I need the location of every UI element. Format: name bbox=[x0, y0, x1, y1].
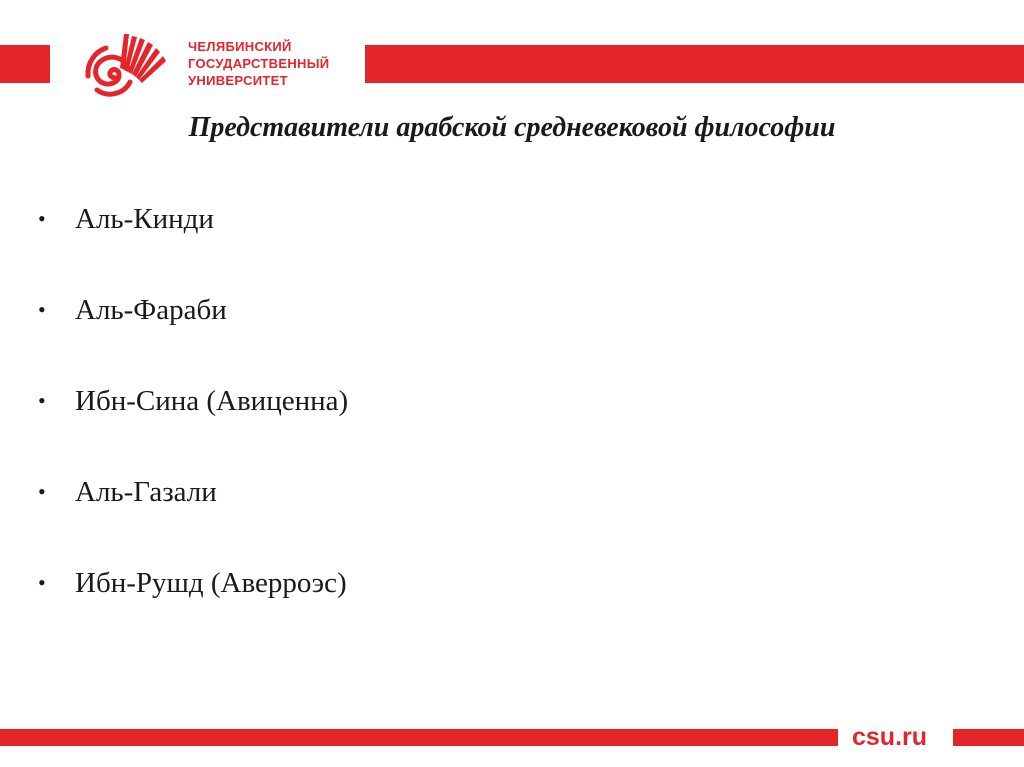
footer-red-bar-right bbox=[953, 729, 1024, 746]
list-item-label: Аль-Фараби bbox=[75, 294, 227, 326]
logo-line-3: УНИВЕРСИТЕТ bbox=[188, 73, 288, 88]
bullet-icon: • bbox=[38, 388, 46, 413]
university-spiral-logo-icon bbox=[80, 30, 180, 100]
header-red-bar-left bbox=[0, 45, 50, 83]
bullet-icon: • bbox=[38, 206, 46, 231]
logo-line-2: ГОСУДАРСТВЕННЫЙ bbox=[188, 56, 330, 71]
list-item-label: Аль-Газали bbox=[75, 476, 217, 508]
university-name-logo-text bbox=[188, 38, 329, 89]
slide-title: Представители арабской средневековой философии bbox=[188, 112, 836, 143]
list-item-label: Ибн-Сина (Авиценна) bbox=[75, 385, 349, 417]
bullet-icon: • bbox=[38, 297, 46, 322]
list-item-label: Аль-Кинди bbox=[75, 203, 214, 235]
footer-red-bar-left bbox=[0, 729, 838, 746]
logo-line-1: ЧЕЛЯБИНСКИЙ bbox=[188, 39, 292, 54]
footer-site-link[interactable]: csu.ru bbox=[852, 723, 928, 751]
bullet-icon: • bbox=[38, 479, 46, 504]
bullet-icon: • bbox=[38, 570, 46, 595]
header-red-bar-right bbox=[365, 45, 1024, 83]
list-item-label: Ибн-Рушд (Аверроэс) bbox=[75, 567, 347, 599]
